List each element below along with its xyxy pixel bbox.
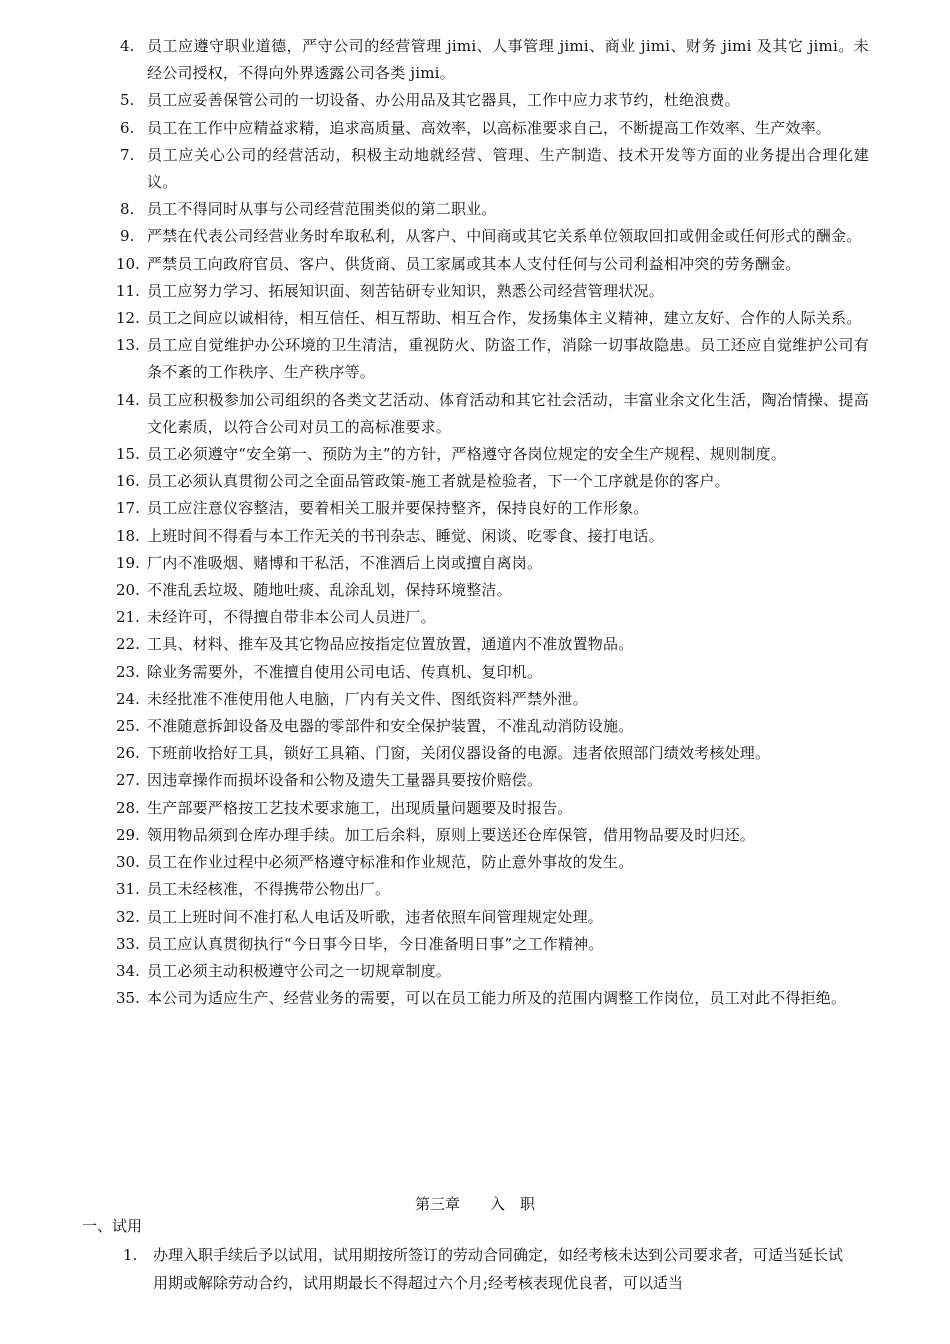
rule-number: 18. [116,526,140,545]
rule-item [0,904,950,931]
rule-text: 员工在作业过程中必须严格遵守标准和作业规范，防止意外事故的发生。 [147,853,634,872]
rule-item [0,931,950,958]
rule-item [0,387,950,441]
rule-number: 7. [120,145,135,164]
rule-item [0,441,950,468]
rule-text: 严禁在代表公司经营业务时牟取私利，从客户、中间商或其它关系单位领取回扣或佣金或任何形式的酬金。 [147,227,862,246]
rule-text: 员工之间应以诚相待，相互信任、相互帮助、相互合作，发扬集体主义精神，建立友好、合作的人际关系。 [147,309,862,328]
rule-item [0,958,950,985]
rule-number: 17. [116,499,140,518]
rule-item [0,305,950,332]
rule-text: 员工应注意仪容整洁，要着相关工服并要保持整齐，保持良好的工作形象。 [147,499,649,518]
rule-number: 27. [116,771,140,790]
rule-text: 下班前收拾好工具，锁好工具箱、门窗，关闭仪器设备的电源。违者依照部门绩效考核处理。 [147,744,771,763]
chapter-title: 入 职 [490,1195,536,1213]
rule-text: 员工必须认真贯彻公司之全面品管政策-施工者就是检验者，下一个工序就是你的客户。 [147,472,730,491]
rule-number: 32. [116,907,140,926]
rule-item [0,523,950,550]
rule-number: 33. [116,934,140,953]
rule-text: 因违章操作而损坏设备和公物及遗失工量器具要按价赔偿。 [147,771,543,790]
sub-item-text: 办理入职手续后予以试用，试用期按所签订的劳动合同确定，如经考核未达到公司要求者，可适当延长试用期或解除劳动合约，试用期最长不得超过六个月;经考核表现优良者，可以适当 [153,1246,844,1292]
rule-text: 上班时间不得看与本工作无关的书刊杂志、睡觉、闲谈、吃零食、接打电话。 [147,526,664,545]
rule-text: 未经许可，不得擅自带非本公司人员进厂。 [147,608,436,627]
rule-item [0,550,950,577]
rule-item [0,332,950,386]
rule-item [0,876,950,903]
rule-item [0,849,950,876]
rule-number: 4. [120,37,135,55]
rule-item [0,223,950,250]
rule-text: 员工在工作中应精益求精，追求高质量、高效率，以高标准要求自己，不断提高工作效率、生产效率。 [147,118,832,137]
rule-number: 35. [116,989,140,1008]
rule-number: 14. [116,390,140,409]
rule-number: 5. [120,91,135,110]
sub-item [0,1242,950,1297]
rule-text: 除业务需要外，不准擅自使用公司电话、传真机、复印机。 [147,662,543,681]
rule-item [0,740,950,767]
rule-text: 员工应努力学习、拓展知识面、刻苦钻研专业知识，熟悉公司经营管理状况。 [147,281,664,300]
rule-item [0,251,950,278]
chapter-heading [0,1193,950,1214]
rule-number: 9. [120,227,135,246]
rule-text: 员工上班时间不准打私人电话及听歌，违者依照车间管理规定处理。 [147,907,604,926]
rule-number: 12. [116,309,140,328]
rule-text: 不准乱丢垃圾、随地吐痰、乱涂乱划，保持环境整洁。 [147,581,512,600]
rule-number: 13. [116,336,140,355]
rule-number: 34. [116,961,140,980]
rule-number: 10. [116,254,140,273]
rule-text: 不准随意拆卸设备及电器的零部件和安全保护装置，不准乱动消防设施。 [147,717,634,736]
rule-item [0,822,950,849]
rule-number: 19. [116,553,140,572]
rule-text: 员工应自觉维护办公环境的卫生清洁，重视防火、防盗工作，消除一切事故隐患。员工还应自觉维护公司有条不紊的工作秩序、生产秩序等。 [147,336,869,382]
rule-number: 15. [116,445,140,464]
sub-item-number: 1. [123,1246,138,1264]
rule-item [0,604,950,631]
rule-item [0,278,950,305]
rule-text: 领用物品须到仓库办理手续。加工后余料，原则上要送还仓库保管，借用物品要及时归还。 [147,825,756,844]
rule-item [0,767,950,794]
rule-number: 16. [116,472,140,491]
sub-list [0,1242,950,1297]
rule-text: 员工应积极参加公司组织的各类文艺活动、体育活动和其它社会活动，丰富业余文化生活，陶冶情操、提高文化素质，以符合公司对员工的高标准要求。 [147,390,869,436]
rule-text: 员工必须主动积极遵守公司之一切规章制度。 [147,961,452,980]
rule-text: 厂内不准吸烟、赌博和干私活，不准酒后上岗或擅自离岗。 [147,553,543,572]
rule-number: 28. [116,798,140,817]
rule-number: 11. [116,281,140,300]
rule-number: 6. [120,118,135,137]
rule-text: 工具、材料、推车及其它物品应按指定位置放置，通道内不准放置物品。 [147,635,634,654]
rule-number: 20. [116,581,140,600]
chapter-label: 第三章 [414,1195,460,1213]
rule-item [0,142,950,196]
rule-text: 员工应妥善保管公司的一切设备、办公用品及其它器具，工作中应力求节约，杜绝浪费。 [147,91,740,110]
rule-text: 未经批准不准使用他人电脑，厂内有关文件、图纸资料严禁外泄。 [147,689,588,708]
rule-text: 员工应认真贯彻执行“今日事今日毕，今日准备明日事”之工作精神。 [147,934,604,953]
rule-item [0,33,950,87]
rule-item [0,87,950,114]
rule-number: 25. [116,717,140,736]
rule-number: 21. [116,608,140,627]
rule-number: 29. [116,825,140,844]
rule-item [0,577,950,604]
section-heading: 一、试用 [82,1217,143,1235]
rule-text: 员工不得同时从事与公司经营范围类似的第二职业。 [147,200,497,219]
rule-item [0,795,950,822]
rule-item [0,713,950,740]
rule-item [0,468,950,495]
rule-item [0,631,950,658]
rule-number: 24. [116,689,140,708]
rule-item [0,495,950,522]
rule-text: 员工应遵守职业道德，严守公司的经营管理 jimi、人事管理 jimi、商业 jimi、财务 jimi 及其它 jimi。未经公司授权，不得向外界透露公司各类 jimi。 [147,37,869,83]
rule-text: 员工未经核准，不得携带公物出厂。 [147,880,391,899]
rules-list [0,33,950,1012]
rule-number: 8. [120,200,135,219]
rule-text: 严禁员工向政府官员、客户、供货商、员工家属或其本人支付任何与公司利益相冲突的劳务酬金。 [147,254,801,273]
rule-number: 31. [116,880,140,899]
rule-number: 22. [116,635,140,654]
rule-item [0,686,950,713]
rule-text: 员工应关心公司的经营活动，积极主动地就经营、管理、生产制造、技术开发等方面的业务提出合理化建议。 [147,145,869,192]
rule-number: 30. [116,853,140,872]
rule-number: 26. [116,744,140,763]
rule-item [0,659,950,686]
rule-item [0,985,950,1012]
rule-item [0,196,950,223]
rule-text: 生产部要严格按工艺技术要求施工，出现质量问题要及时报告。 [147,798,573,817]
rule-text: 本公司为适应生产、经营业务的需要，可以在员工能力所及的范围内调整工作岗位，员工对此不得拒绝。 [147,989,847,1008]
rule-item [0,115,950,142]
rule-text: 员工必须遵守“安全第一、预防为主”的方针，严格遵守各岗位规定的安全生产规程、规则制度。 [147,445,786,464]
rule-number: 23. [116,662,140,681]
